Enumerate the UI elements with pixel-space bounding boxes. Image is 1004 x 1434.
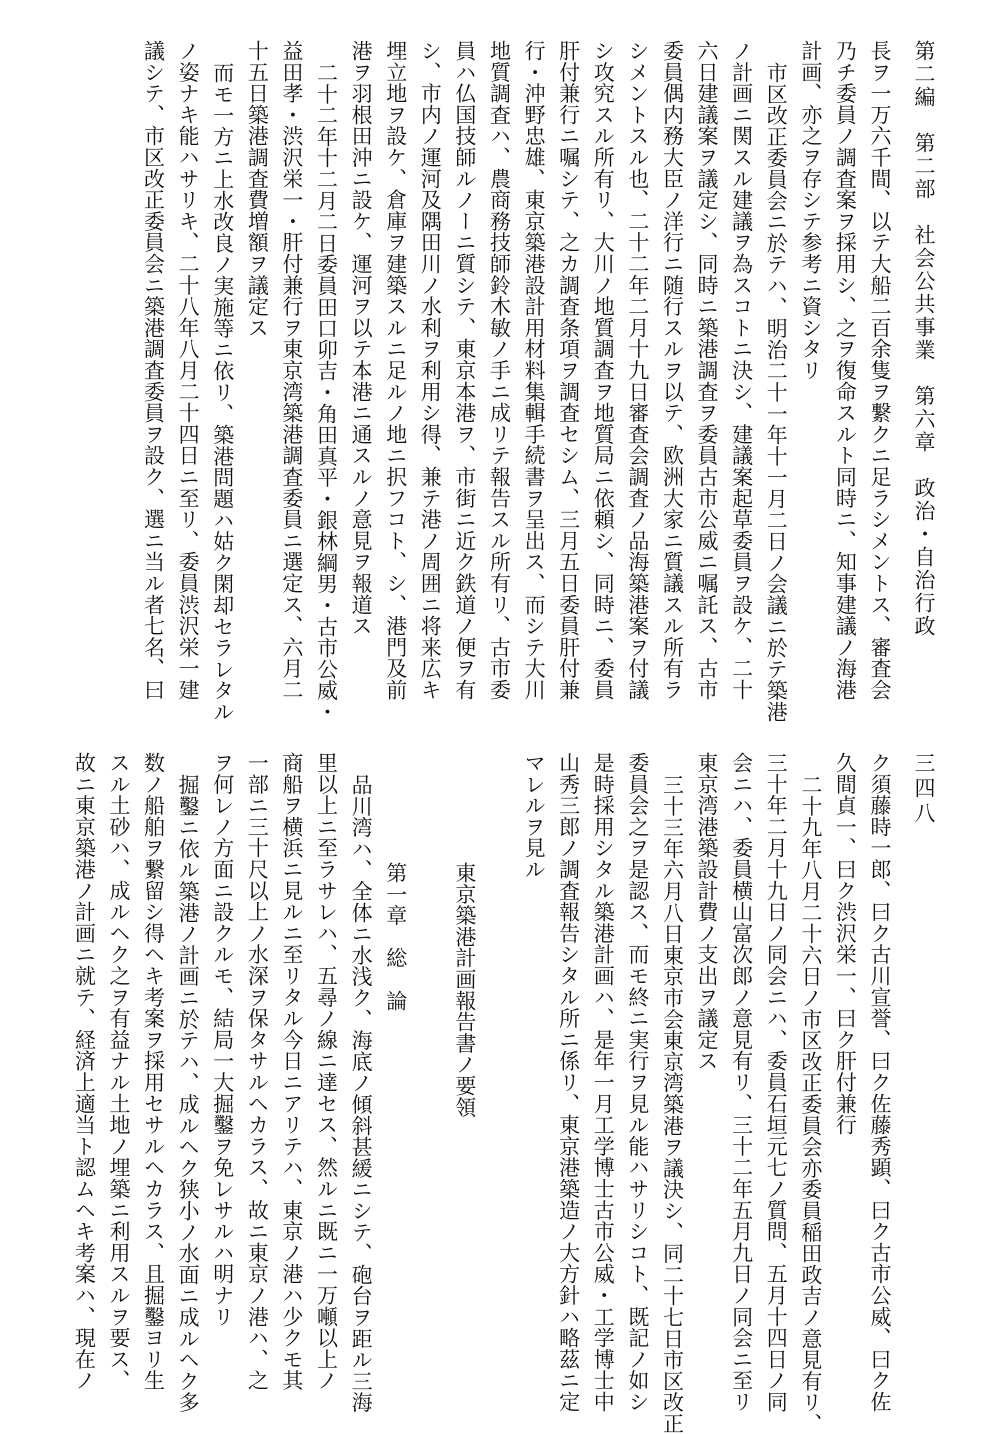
text-line: マレルヲ見ル [522,752,547,880]
text-line: シメントスル也、二十二年二月十九日審査会調査ノ品海築港案ヲ付議 [625,40,650,701]
text-line: 会ニハ、委員横山富次郎ノ意見有リ、三十二年五月九日ノ同会ニ至リ [729,752,754,1413]
text-line: スル土砂ハ、成ルヘク之ヲ有益ナル土地ノ埋築ニ利用スルヲ要ス、 [106,752,131,1391]
text-line: ク須藤時一郎、曰ク古川宣誉、曰ク佐藤秀顕、曰ク古市公威、曰ク佐 [868,752,892,1413]
text-line: 品川湾ハ、全体ニ水浅ク、海底ノ傾斜甚緩ニシテ、砲台ヲ距ル三海 [349,774,374,1413]
text-line: 数ノ船舶ヲ繋留シ得ヘキ考案ヲ採用セサルヘカラス、且掘鑿ヨリ生 [141,752,166,1391]
text-line: 商船ヲ横浜ニ見ルニ至リタル今日ニアリテハ、東京ノ港ハ少クモ其 [279,752,304,1391]
text-line: 掘鑿ニ依ル築港ノ計画ニ於テハ、成ルヘク狭小ノ水面ニ成ルヘク多 [176,774,201,1413]
text-line: 故ニ東京築港ノ計画ニ就テ、経済上適当ト認ムヘキ考案ハ、現在ノ [72,752,97,1391]
text-block-top [136,40,897,723]
text-line: 議シテ、市区改正委員会ニ築港調査委員ヲ設ク、選ニ当ル者七名、曰 [141,40,166,701]
text-line: シ攻究スル所有リ、大川ノ地質調査ヲ地質局ニ依頼シ、同時ニ、委員 [591,40,616,701]
text-line: 二十二年十二月二日委員田口卯吉・角田真平・銀林綱男・古市公威・ [314,62,339,723]
text-line: 乃チ委員ノ調査案ヲ採用シ、之ヲ復命スルト同時ニ、知事建議ノ海港 [833,40,858,701]
text-line: 地質調査ハ、農商務技師鈴木敏ノ手ニ成リテ報告スル所有リ、古市委 [487,40,512,701]
text-line: ノ姿ナキ能ハサリキ、二十八年八月二十四日ニ至リ、委員渋沢栄一建 [176,40,201,701]
text-line: 久間貞一、曰ク渋沢栄一、曰ク肝付兼行 [833,752,858,1136]
text-line: 第一章 総 論 [383,862,408,1012]
text-line: シ、市内ノ運河及隅田川ノ水利ヲ利用シ得、兼テ港ノ周囲ニ将来広キ [418,40,443,701]
text-line: 六日建議案ヲ議定シ、同時ニ築港調査ヲ委員古市公威ニ嘱託ス、古市 [695,40,720,701]
text-line: 行・沖野忠雄、東京築港設計用材料集輯手続書ヲ呈出ス、而シテ大川 [522,40,547,701]
text-line: 員ハ仏国技師ルノーニ質シテ、東京本港ヲ、市街ニ近ク鉄道ノ便ヲ有 [452,40,477,701]
text-line: ノ計画ニ関スル建議ヲ為スコトニ決シ、建議案起草委員ヲ設ケ、二十 [729,40,754,701]
text-line: 埋立地ヲ設ケ、倉庫ヲ建築スルニ足ルノ地ニ択フコト、シ、港門及前 [383,40,408,701]
text-line: 東京築港計画報告書ノ要領 [452,862,477,1118]
text-line: 益田孝・渋沢栄一・肝付兼行ヲ東京湾築港調査委員ニ選定ス、六月二 [279,40,304,701]
text-line: ヲ何レノ方面ニ設クルモ、結局一大掘鑿ヲ免レサルハ明ナリ [210,752,235,1328]
text-line: 委員偶内務大臣ノ洋行ニ随行スルヲ以テ、欧洲大家ニ質議スル所有ラ [660,40,685,701]
text-line: 三十三年六月八日東京市会東京湾築港ヲ議決シ、同二十七日市区改正 [660,774,685,1434]
text-line: 計画、亦之ヲ存シテ参考ニ資シタリ [798,40,823,381]
running-header: 第二編 第二部 社会公共事業 第六章 政治・自治行政 [912,40,936,638]
text-line: 一部ニ三十尺以上ノ水深ヲ保タサルヘカラス、故ニ東京ノ港ハ、之 [245,752,270,1391]
page-number: 三四八 [912,752,936,827]
text-line: 里以上ニ至ラサレハ、五尋ノ線ニ達セス、然ルニ既ニ一万噸以上ノ [314,752,339,1391]
text-line: 長ヲ一万六千間、以テ大船二百余隻ヲ繋クニ足ラシメントス、審査会 [868,40,892,701]
text-line: 是時採用シタル築港計画ハ、是年一月工学博士古市公威・工学博士中 [591,752,616,1413]
blank-line [413,752,448,1362]
text-line: 市区改正委員会ニ於テハ、明治二十一年十一月二日ノ会議ニ於テ築港 [764,62,789,723]
text-line: 港ヲ羽根田沖ニ設ケ、運河ヲ以テ本港ニ通スルノ意見ヲ報道ス [349,40,374,637]
text-line: 而モ一方ニ上水改良ノ実施等ニ依リ、築港問題ハ姑ク閑却セラレタル [210,62,235,723]
blank-line [482,752,517,1362]
text-line: 委員会之ヲ是認ス、而モ終ニ実行ヲ見ル能ハサリシコト、既記ノ如シ [625,752,650,1413]
text-line: 肝付兼行ニ嘱シテ、之カ調査条項ヲ調査セシム、三月五日委員肝付兼 [556,40,581,701]
text-line: 山秀三郎ノ調査報告シタル所ニ係リ、東京港築造ノ大方針ハ略茲ニ定 [556,752,581,1413]
text-line: 三十年二月十九日ノ同会ニハ、委員石垣元七ノ質問、五月十四日ノ同 [764,752,789,1413]
text-block-bottom [67,752,897,1434]
text-line: 二十九年八月二十六日ノ市区改正委員会亦委員稲田政吉ノ意見有リ、 [798,774,823,1434]
text-line: 東京湾港築設計費ノ支出ヲ議定ス [695,752,720,1072]
text-line: 十五日築港調査費増額ヲ議定ス [245,40,270,339]
